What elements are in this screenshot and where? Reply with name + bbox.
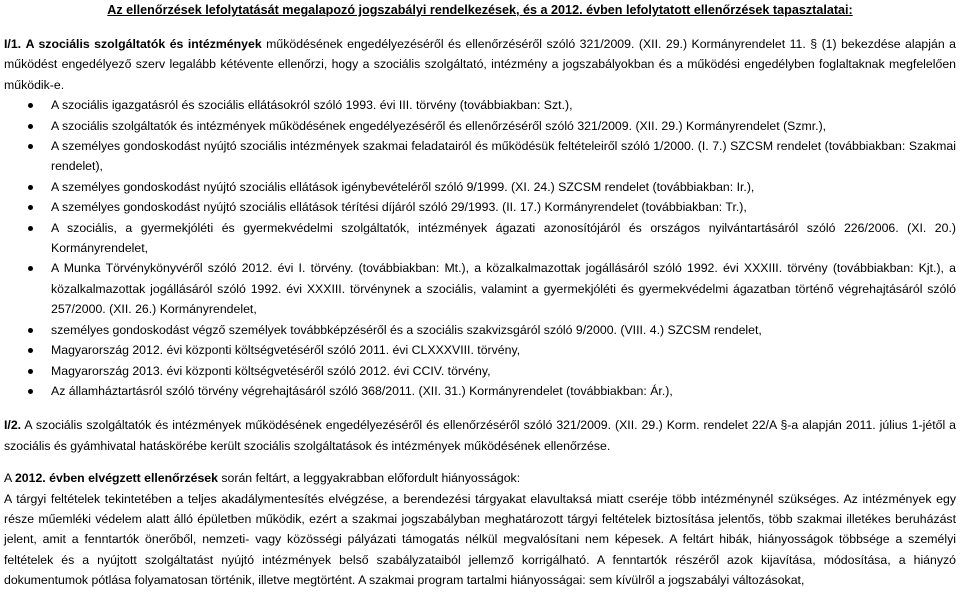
section-1-prefix: I/1. [4, 37, 22, 51]
law-list-item [4, 116, 956, 136]
spacer [4, 401, 956, 415]
spacer [4, 456, 956, 468]
section-2-text: A szociális szolgáltatók és intézmények működésének engedélyezéséről és ellenőrzéséről szóló 321/2009. (XII. 29.) Korm. rendelet 22/A §-a alapján 2011. július 1-jétől a szociális és gyámhivatal hatáskörébe került szociális szolgáltatások és intézmények működésének ellenőrzése. [4, 418, 956, 453]
section-1-title: A szociális szolgáltatók és intézmények [25, 37, 262, 51]
law-list-item [4, 197, 956, 217]
section-3-lead-rest: során feltárt, a leggyakrabban előfordult hiányosságok: [221, 471, 521, 486]
bullet-icon [28, 348, 33, 353]
bullet-icon [28, 328, 33, 333]
bullet-icon [28, 124, 33, 129]
section-2-paragraph [4, 415, 956, 456]
bullet-icon [28, 103, 33, 108]
section-1-paragraph [4, 34, 956, 95]
law-list-item [4, 177, 956, 197]
law-list-item [4, 340, 956, 360]
law-list-item [4, 258, 956, 319]
bullet-icon [28, 369, 33, 374]
section-2-prefix: I/2. [4, 418, 22, 433]
law-list-item [4, 320, 956, 340]
law-list-item-text: A személyes gondoskodást nyújtó szociális intézmények szakmai feladatairól és működésük feltételeiről szóló 1/2000. (I. 7.) SZCSM rendelet (továbbiakban: Szakmai rendelet), [51, 139, 956, 174]
law-list-item [4, 381, 956, 401]
law-list-item-text: A szociális szolgáltatók és intézmények működésének engedélyezéséről és ellenőrzéséről szóló 321/2009. (XII. 29.) Kormányrendelet (Szmr.), [51, 118, 827, 133]
law-list-item-text: Magyarország 2012. évi központi költségvetéséről szóló 2011. évi CLXXXVIII. törvény, [51, 343, 521, 358]
law-list-item [4, 136, 956, 177]
section-1-text: működésének engedélyezéséről és ellenőrzéséről szóló 321/2009. (XII. 29.) Kormányrendelet 11. § (1) bekezdése alapján a működést engedélyező szerv legalább kétévente ellenőrzi, hogy a szociális szolgáltató, intézmény a jogszabályokban és a működési engedélyben foglaltaknak megfelelően működik-e. [4, 37, 956, 92]
law-list-item-text: Az államháztartásról szóló törvény végrehajtásáról szóló 368/2011. (XII. 31.) Kormányrendelet (továbbiakban: Ár.), [51, 383, 673, 398]
bullet-icon [28, 185, 33, 190]
law-list-item-text: A személyes gondoskodást nyújtó szociális ellátások térítési díjáról szóló 29/1993. (II. 17.) Kormányrendelet (továbbiakban: Tr.), [51, 200, 747, 215]
law-list-item-text: A személyes gondoskodást nyújtó szociális ellátások igénybevételéről szóló 9/1999. (XI. 24.) SZCSM rendelet (továbbiakban: Ir.), [51, 179, 755, 194]
document-heading: Az ellenőrzések lefolytatását megalapozó jogszabályi rendelkezések, és a 2012. évben lefolytatott ellenőrzések tapasztalatai: [107, 3, 853, 17]
law-list-item-text: A szociális, a gyermekjóléti és gyermekvédelmi szolgáltatók, intézmények ágazati azonosítójáról és országos nyilvántartásáról szóló 226/2006. (XI. 20.) Kormányrendelet, [51, 220, 956, 256]
bullet-icon [28, 144, 33, 149]
section-3-lead-bold: 2012. évben elvégzett ellenőrzések [14, 471, 218, 486]
bullet-icon [28, 389, 33, 394]
bullet-icon [28, 205, 33, 210]
law-list-item-text: A Munka Törvénykönyvéről szóló 2012. évi I. törvény. (továbbiakban: Mt.), a közalkalmazottak jogállásáról szóló 1992. évi XXXIII. törvény (továbbiakban: Kjt.), a közalkalmazottak jogállásáról szóló 1992. évi XXXIII. törvénynek a szociális, valamint a gyermekjóléti és gyermekvédelmi ágazatban történő végrehajtásáról szóló 257/2000. (XII. 26.) Kormányrendelet, [51, 261, 956, 317]
bullet-icon [28, 266, 33, 271]
law-list-item-text: Magyarország 2013. évi központi költségvetéséről szóló 2012. évi CCIV. törvény, [51, 363, 491, 378]
section-3-text: A tárgyi feltételek tekintetében a teljes akadálymentesítés elvégzése, a berendezési tárgyakat elavultaksá miatt cseréje több intézménynél szükséges. Az intézmények egy része műemléki védelem alatt álló épületben működik, ezért a szakmai jogszabályban meghatározott tárgyi feltételek biztosítása jelentős, több szakmai illetékes beruházást jelent, amit a fenntartók önerőből, nemzeti- vagy közösségi pályázati támogatás nélkül megvalósítani nem képesek. A feltárt hibák, hiányosságok többsége a személyi feltételek és a nyújtott szolgáltatást nyújtó intézmények belső szabályzataiból jellemző korrigálható. A fenntartók részéről azok kijavítása, módosítása, a hiányzó dokumentumok pótlása folyamatosan történik, illetve megtörtént. A szakmai program tartalmi hiányosságai: sem kívülről a jogszabályi változásokat, [4, 491, 956, 588]
law-list-item-text: személyes gondoskodást végző személyek továbbképzéséről és a szociális szakvizsgáról szóló 9/2000. (VIII. 4.) SZCSM rendelet, [51, 322, 762, 337]
law-list-item [4, 95, 956, 115]
law-list [4, 95, 956, 401]
section-3-lead-normal: A [4, 471, 12, 486]
bullet-icon [28, 226, 33, 231]
law-list-item [4, 361, 956, 381]
section-3-lead [4, 468, 956, 488]
law-list-item-text: A szociális igazgatásról és szociális ellátásokról szóló 1993. évi III. törvény (továbbiakban: Szt.), [51, 98, 573, 113]
law-list-item [4, 218, 956, 259]
